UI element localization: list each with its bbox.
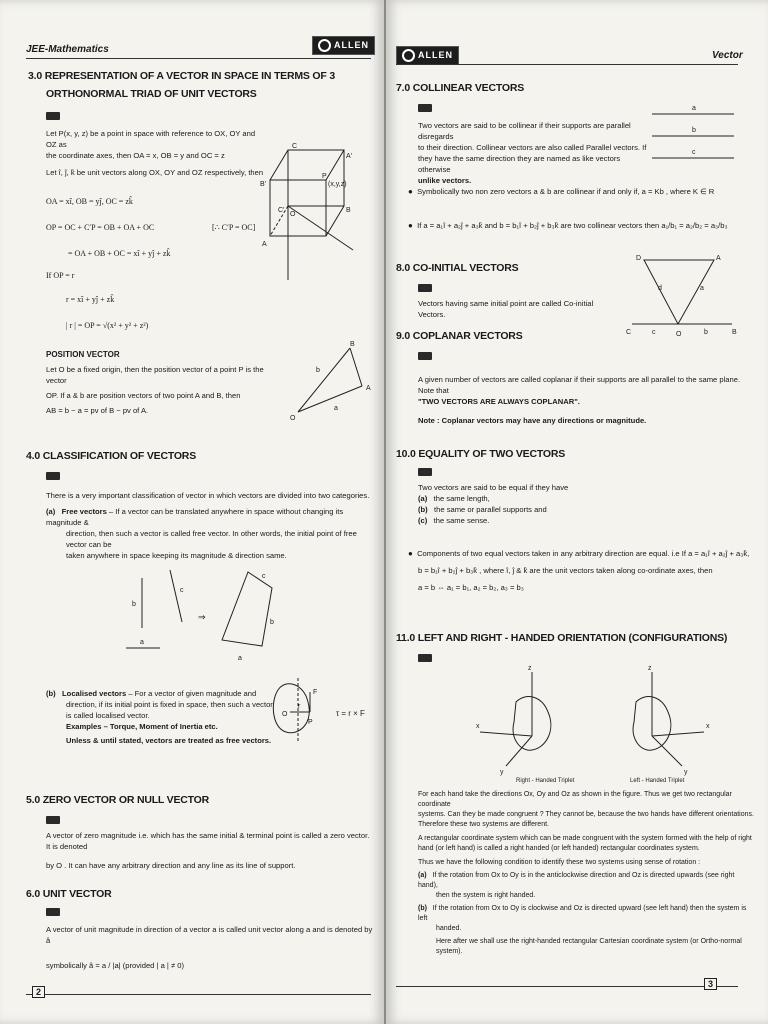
pv-label: O <box>290 415 296 422</box>
logo-text: ALLEN <box>334 39 369 50</box>
page-number: 3 <box>704 978 717 990</box>
section-8-text: Vectors having same initial point are called Co-initial Vectors. <box>418 299 594 319</box>
allen-logo <box>312 36 375 55</box>
section-11-title: 11.0 LEFT AND RIGHT - HANDED ORIENTATION (CONFIGURATIONS) <box>396 632 728 644</box>
eq-op-equals-r: If OP = r <box>46 271 75 280</box>
section-5-line: by O . It can have any arbitrary direction and any line as its line of support. <box>46 861 296 870</box>
section-5-title: 5.0 ZERO VECTOR OR NULL VECTOR <box>26 794 210 806</box>
item-key: (b) <box>418 905 427 912</box>
bullet-text: Components of two equal vectors taken in any arbitrary direction are equal. i.e If a = a₁î + a₂ĵ + a₃k̂, <box>417 549 750 558</box>
page-header-title: JEE-Mathematics <box>26 44 109 55</box>
oa-vector <box>298 386 362 412</box>
pv-line: OP. If a & b are position vectors of two point A and B, then <box>46 391 241 400</box>
vector-c <box>170 570 182 622</box>
position-vector-figure <box>290 342 370 422</box>
header-rule <box>26 58 371 59</box>
section-11-line: hand (or left hand) is called a right handed (or left handed) rectangular coordinates system. <box>418 845 700 852</box>
collinear-label: c <box>692 149 696 156</box>
pv-label: B <box>350 341 355 348</box>
cube-back-face <box>288 150 344 206</box>
cube-edge <box>270 150 288 180</box>
position-vector-heading: POSITION VECTOR <box>46 350 120 359</box>
section-11-line: Therefore these two systems are different. <box>418 821 549 828</box>
collinear-bullet-2 <box>408 220 748 231</box>
difficulty-badge <box>46 472 60 480</box>
eq-unit-components: OA = xî, OB = yĵ, OC = zk̂ <box>46 197 133 206</box>
section-8-title: 8.0 CO-INITIAL VECTORS <box>396 262 519 274</box>
collinear-label: a <box>692 105 696 112</box>
free-vectors-heading: Free vectors <box>61 507 107 516</box>
axis-label: x <box>706 723 710 730</box>
cube-label: A <box>262 241 267 248</box>
eq-op-note: [∴ C′P = OC] <box>212 223 256 232</box>
section-9-note: Note : Coplanar vectors may have any directions or magnitude. <box>418 416 647 425</box>
section-7-line: Two vectors are said to be collinear if their supports are parallel disregards <box>418 121 631 141</box>
equality-item <box>418 504 718 515</box>
cube-label: A′ <box>346 153 352 160</box>
eq-op-result: = OA + OB + OC = xî + yĵ + zk̂ <box>68 249 171 258</box>
ob-vector <box>298 348 350 412</box>
item-key: (a) <box>418 872 427 879</box>
coinitial-label: D <box>636 255 642 262</box>
fig-label: ⇒ <box>198 612 206 622</box>
section-10-title: 10.0 EQUALITY OF TWO VECTORS <box>396 448 566 460</box>
axis-label: z <box>528 665 532 672</box>
coinitial-label: C <box>626 329 632 336</box>
cube-label: O <box>290 211 296 218</box>
position-vector-text <box>46 364 286 416</box>
fig-label: b <box>270 619 274 626</box>
left-hand-caption: Left - Handed Triplet <box>630 778 685 784</box>
cube-label: B <box>346 207 351 214</box>
cube-edge <box>326 206 344 236</box>
item-key: (c) <box>418 516 428 525</box>
section-11-line: A rectangular coordinate system which can be made congruent with the system formed with the help of right <box>418 835 752 842</box>
free-vectors-text <box>46 506 374 561</box>
collinear-figure <box>648 100 738 170</box>
torque-label: O <box>282 711 288 718</box>
rigid-body-outline <box>273 684 309 733</box>
section-4-title: 4.0 CLASSIFICATION OF VECTORS <box>26 450 196 462</box>
right-hand-caption: Right - Handed Triplet <box>516 778 575 784</box>
section-3-line: Let î, ĵ, k̂ be unit vectors along OX, OY and OZ respectively, then <box>46 168 264 177</box>
section-9-line: A given number of vectors are called coplanar if their supports are all parallel to the same plane. Note that <box>418 375 741 395</box>
item-value: the same sense. <box>433 516 490 525</box>
section-3-line: the coordinate axes, then OA = x, OB = y and OC = z <box>46 151 225 160</box>
condition-line: If the rotation from Ox to Oy is clockwise and Oz is directed upward (see left hand) then the system is left <box>418 905 747 922</box>
section-9-title: 9.0 COPLANAR VECTORS <box>396 330 523 342</box>
right-page <box>386 0 768 1024</box>
condition-a <box>418 871 754 891</box>
localised-line: – For a vector of given magnitude and <box>128 689 257 698</box>
difficulty-badge <box>46 112 60 120</box>
section-6-title: 6.0 UNIT VECTOR <box>26 888 112 900</box>
section-3-line: Let P(x, y, z) be a point in space with reference to OX, OY and OZ as <box>46 129 256 149</box>
section-7-line: to their direction. Collinear vectors are also called Parallel vectors. If <box>418 143 647 152</box>
condition-b <box>418 904 754 924</box>
coinitial-figure <box>622 252 742 336</box>
item-key: (b) <box>418 505 428 514</box>
difficulty-badge <box>418 284 432 292</box>
cube-label: C′ <box>278 207 285 214</box>
fig-label: a <box>140 639 144 646</box>
coinitial-triangle <box>644 260 714 324</box>
footer-rule <box>396 986 738 987</box>
section-9-line: "TWO VECTORS ARE ALWAYS COPLANAR". <box>418 397 580 406</box>
cube-edge <box>326 150 344 180</box>
section-7-title: 7.0 COLLINEAR VECTORS <box>396 82 525 94</box>
left-x-axis <box>652 732 704 736</box>
torque-figure <box>268 672 368 752</box>
collinear-bullet-1 <box>408 186 748 197</box>
page-header-title: Vector <box>712 50 743 61</box>
axis-label: y <box>684 769 688 776</box>
pv-line: Let O be a fixed origin, then the position vector of a point P is the vector <box>46 365 264 385</box>
coinitial-label: c <box>652 329 656 336</box>
coinitial-label: b <box>704 329 708 336</box>
cube-label: C <box>292 143 298 150</box>
item-label: (b) <box>46 689 56 698</box>
footer-rule <box>26 994 371 995</box>
free-vectors-line: taken anywhere in space keeping its magnitude & direction same. <box>66 551 287 560</box>
logo-text: ALLEN <box>418 49 453 60</box>
coinitial-label: a <box>700 285 704 292</box>
eq-op-sum: OP = OC + C′P = OB + OA + OC <box>46 223 155 232</box>
free-vectors-line: – If a vector can be translated anywhere in space without changing its magnitude & <box>46 507 344 527</box>
ab-vector <box>350 348 362 386</box>
axis-label: z <box>648 665 652 672</box>
hand-orientation-figure <box>476 662 716 782</box>
section-3-title-line2: ORTHONORMAL TRIAD OF UNIT VECTORS <box>46 88 257 100</box>
difficulty-badge <box>418 352 432 360</box>
section-6-line: A vector of unit magnitude in direction of a vector a is called unit vector along a and is denoted by â <box>46 925 373 945</box>
pv-line: AB = b − a = pv of B − pv of A. <box>46 406 149 415</box>
difficulty-badge <box>46 816 60 824</box>
closing-line: Here after we shall use the right-handed rectangular Cartesian coordinate system (or Ortho-normal system). <box>436 938 742 955</box>
coinitial-label: B <box>732 329 737 336</box>
localised-line: direction, if its initial point is fixed in space, then such a vector <box>66 700 273 709</box>
difficulty-badge <box>418 654 432 662</box>
item-value: the same or parallel supports and <box>434 505 547 514</box>
cube-label: P <box>322 173 327 180</box>
right-x-axis <box>480 732 532 736</box>
pv-label: a <box>334 405 338 412</box>
collinear-label: b <box>692 127 696 134</box>
cube-label: B′ <box>260 181 266 188</box>
cube-figure <box>258 140 358 290</box>
torque-label: P <box>308 719 313 726</box>
difficulty-badge <box>418 104 432 112</box>
logo-ring-icon <box>402 49 415 62</box>
bullet-text: a = b ⇔ a₁ = b₁, a₂ = b₂, a₃ = b₃ <box>418 583 524 592</box>
coinitial-label: O <box>676 331 682 338</box>
equality-item <box>418 493 718 504</box>
bullet-text: If a = a₁î + a₂ĵ + a₃k̂ and b = b₁î + b₂ĵ + b₃k̂ are two collinear vectors then a₁/b₁ = a₂/b₂ = a₃/b₃ <box>417 221 728 230</box>
section-11-line: systems. Can they be made congruent ? They cannot be, because the two hands have different orientations. <box>418 811 754 818</box>
item-value: the same length, <box>433 494 490 503</box>
item-key: (a) <box>418 494 428 503</box>
fig-label: c <box>180 587 184 594</box>
fig-label: a <box>238 655 242 662</box>
section-10-line: Two vectors are said to be equal if they have <box>418 483 569 492</box>
equality-bullet <box>408 548 754 593</box>
allen-logo <box>396 46 459 65</box>
section-5-text <box>46 830 374 871</box>
pv-label: b <box>316 367 320 374</box>
page-number: 2 <box>32 986 45 998</box>
fig-label: c <box>262 573 266 580</box>
op-vector <box>288 206 353 250</box>
section-3-text <box>46 128 266 178</box>
fig-label: b <box>132 601 136 608</box>
free-vectors-figure <box>120 564 300 664</box>
eq-r-magnitude: | r | = OP = √(x² + y² + z²) <box>66 321 149 330</box>
torque-label: F <box>313 689 318 696</box>
condition-line: If the rotation from Ox to Oy is in the anticlockwise direction and Oz is directed upwards (see right hand), <box>418 872 735 889</box>
logo-ring-icon <box>318 39 331 52</box>
triangle-figure <box>222 572 272 646</box>
difficulty-badge <box>418 468 432 476</box>
section-9-text <box>418 374 754 426</box>
coinitial-label: A <box>716 255 721 262</box>
section-11-line: Thus we have the following condition to identify these two systems using sense of rotation : <box>418 859 701 866</box>
condition-line: handed. <box>436 925 462 932</box>
axis-label: y <box>500 769 504 776</box>
torque-label: r <box>298 703 301 710</box>
bullet-text: Symbolically two non zero vectors a & b are collinear if and only if, a = Kb , where K ∈ R <box>417 187 715 196</box>
free-vectors-line: direction, then such a vector is called free vector. In other words, the initial point of free vector can be <box>66 529 357 549</box>
bullet-icon: ● <box>408 187 413 196</box>
section-11-line: For each hand take the directions Ox, Oy and Oz as shown in the figure. Thus we get two rectangular coordinate <box>418 791 732 808</box>
section-7-line: they have the same direction they are named as like vectors otherwise <box>418 154 621 174</box>
section-3-title-line1: 3.0 REPRESENTATION OF A VECTOR IN SPACE IN TERMS OF 3 <box>28 70 335 82</box>
localised-examples: Examples – Torque, Moment of Inertia etc. <box>66 722 218 731</box>
torque-equation: τ = r × F <box>336 709 365 718</box>
section-10-text <box>418 482 718 526</box>
section-5-line: A vector of zero magnitude i.e. which has the same initial & terminal point is called a zero vector. It is denoted <box>46 831 370 851</box>
localised-note: Unless & until stated, vectors are treated as free vectors. <box>66 736 272 745</box>
section-11-text <box>418 790 754 957</box>
condition-line: then the system is right handed. <box>436 892 536 899</box>
localised-vectors-heading: Localised vectors <box>62 689 127 698</box>
equality-item <box>418 515 718 526</box>
section-6-line: symbolically â = a / |a| (provided | a | ≠ 0) <box>46 961 185 970</box>
eq-r-components: r = xî + yĵ + zk̂ <box>66 295 115 304</box>
localised-vectors-text <box>46 688 276 746</box>
pv-label: A <box>366 385 371 392</box>
header-rule <box>396 64 738 65</box>
item-label: (a) <box>46 507 56 516</box>
bullet-icon: ● <box>408 221 413 230</box>
left-y-axis <box>652 736 682 766</box>
cube-label: (x,y,z) <box>328 181 347 188</box>
right-y-axis <box>506 736 532 766</box>
section-6-text <box>46 924 374 971</box>
coinitial-label: d <box>658 285 662 292</box>
section-7-line: unlike vectors. <box>418 176 472 185</box>
localised-line: is called localised vector. <box>66 711 150 720</box>
section-7-text <box>418 120 648 186</box>
bullet-icon: ● <box>408 549 413 558</box>
section-4-intro: There is a very important classification of vector in which vectors are divided into two categories. <box>46 491 370 500</box>
bullet-text: b = b₁î + b₂ĵ + b₃k̂ , where î, ĵ & k̂ are the unit vectors taken along co-ordinate axes, then <box>418 566 713 575</box>
difficulty-badge <box>46 908 60 916</box>
axis-label: x <box>476 723 480 730</box>
